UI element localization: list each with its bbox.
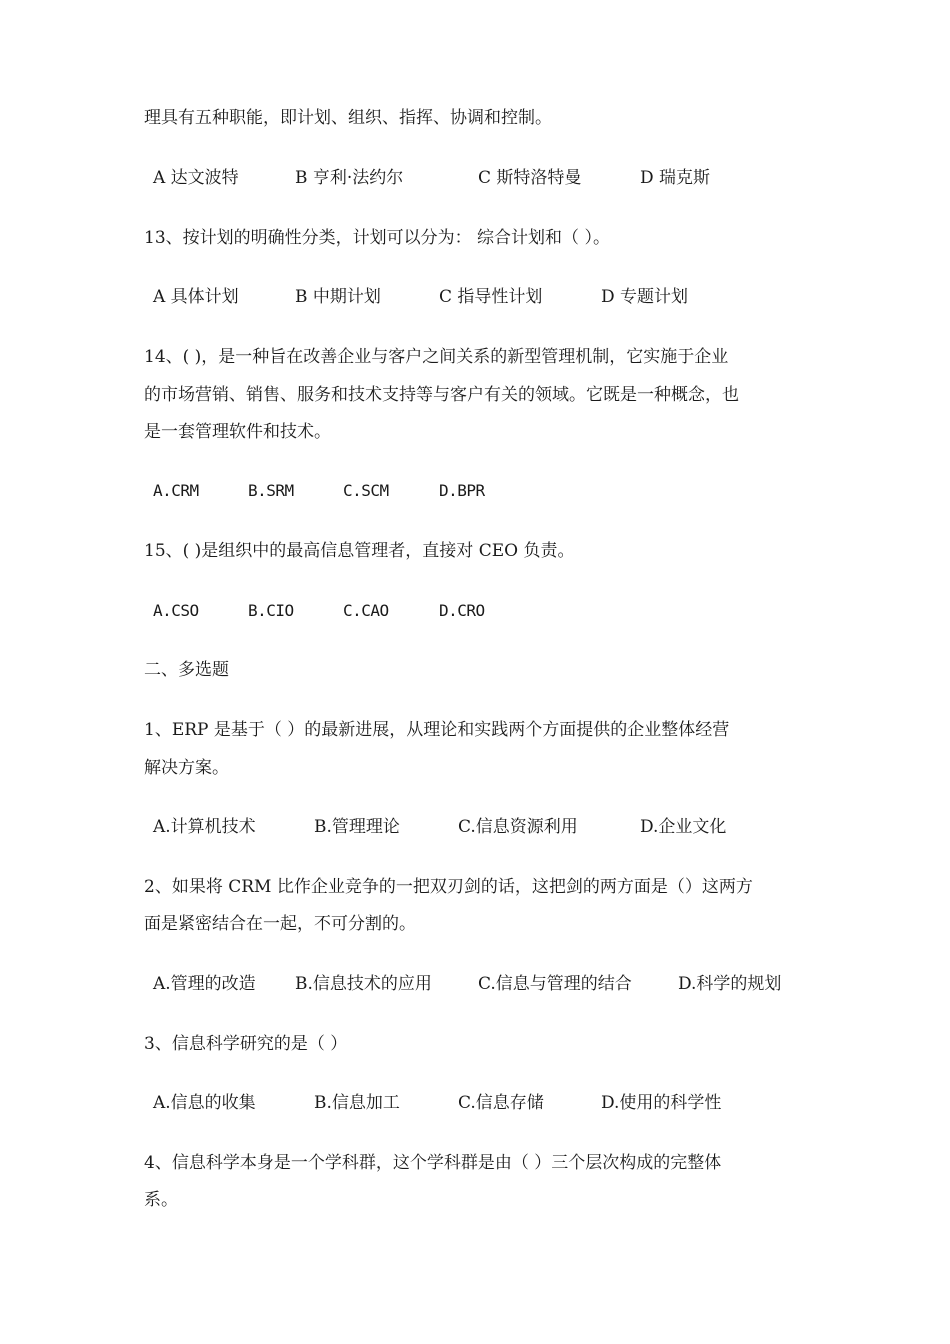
q14-option-d: D.BPR xyxy=(439,481,485,500)
m1-option-d: D.企业文化 xyxy=(640,817,727,837)
q14-option-c: C.SCM xyxy=(343,481,389,500)
q12-options xyxy=(153,167,853,189)
q14-text-line2: 的市场营销、销售、服务和技术支持等与客户有关的领域。它既是一种概念，也 xyxy=(144,385,739,405)
q14-options xyxy=(153,480,853,502)
q13-option-b: B 中期计划 xyxy=(295,287,381,307)
q14-text-line3: 是一套管理软件和技术。 xyxy=(144,422,331,442)
m3-option-b: B.信息加工 xyxy=(314,1093,400,1113)
q14-text-line1: 14、( )，是一种旨在改善企业与客户之间关系的新型管理机制，它实施于企业 xyxy=(144,347,729,367)
m2-option-a: A.管理的改造 xyxy=(153,974,256,994)
m4-text-line2: 系。 xyxy=(144,1190,178,1210)
q13-option-c: C 指导性计划 xyxy=(439,287,543,307)
q15-option-d: D.CRO xyxy=(439,601,485,620)
m3-option-a: A.信息的收集 xyxy=(153,1093,256,1113)
q13-text-line1: 13、按计划的明确性分类，计划可以分为： 综合计划和（ ）。 xyxy=(144,228,610,248)
m3-option-c: C.信息存储 xyxy=(458,1093,544,1113)
q13-options xyxy=(153,286,853,308)
m2-option-b: B.信息技术的应用 xyxy=(295,974,432,994)
m2-options xyxy=(153,973,853,995)
m2-option-d: D.科学的规划 xyxy=(678,974,782,994)
m1-options xyxy=(153,816,853,838)
q12-text-line1: 理具有五种职能，即计划、组织、指挥、协调和控制。 xyxy=(144,108,552,128)
q15-option-a: A.CSO xyxy=(153,601,199,620)
m1-option-c: C.信息资源利用 xyxy=(458,817,578,837)
q12-option-d: D 瑞克斯 xyxy=(640,168,711,188)
q15-text-line1: 15、( )是组织中的最高信息管理者，直接对 CEO 负责。 xyxy=(144,541,575,561)
m1-option-b: B.管理理论 xyxy=(314,817,400,837)
q14-option-b: B.SRM xyxy=(248,481,294,500)
m2-text-line2: 面是紧密结合在一起，不可分割的。 xyxy=(144,914,416,934)
m3-option-d: D.使用的科学性 xyxy=(601,1093,722,1113)
section-heading-multiple-choice: 二、多选题 xyxy=(144,660,229,680)
q13-option-d: D 专题计划 xyxy=(601,287,689,307)
m4-text-line1: 4、信息科学本身是一个学科群，这个学科群是由（ ）三个层次构成的完整体 xyxy=(144,1153,722,1173)
m1-text-line2: 解决方案。 xyxy=(144,758,229,778)
q13-option-a: A 具体计划 xyxy=(153,287,239,307)
m3-text-line1: 3、信息科学研究的是（ ） xyxy=(144,1034,348,1054)
m1-option-a: A.计算机技术 xyxy=(153,817,256,837)
q12-option-b: B 亨利·法约尔 xyxy=(295,168,404,188)
q12-option-c: C 斯特洛特曼 xyxy=(478,168,582,188)
m1-text-line1: 1、ERP 是基于（ ）的最新进展，从理论和实践两个方面提供的企业整体经营 xyxy=(144,720,730,740)
m2-text-line1: 2、如果将 CRM 比作企业竞争的一把双刃剑的话，这把剑的两方面是（）这两方 xyxy=(144,877,753,897)
q15-option-b: B.CIO xyxy=(248,601,294,620)
q15-options xyxy=(153,600,853,622)
m2-option-c: C.信息与管理的结合 xyxy=(478,974,632,994)
q15-option-c: C.CAO xyxy=(343,601,389,620)
m3-options xyxy=(153,1092,853,1114)
q14-option-a: A.CRM xyxy=(153,481,199,500)
q12-option-a: A 达文波特 xyxy=(153,168,239,188)
